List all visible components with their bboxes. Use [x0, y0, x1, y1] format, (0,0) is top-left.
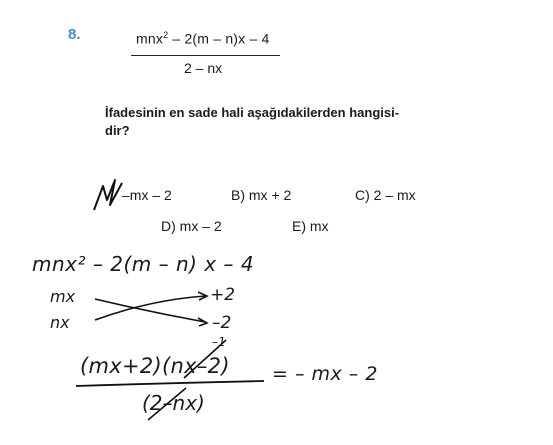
- prompt-line-2: dir?: [105, 123, 130, 138]
- option-b[interactable]: B) mx + 2: [231, 187, 292, 203]
- numerator-pre: mnx: [136, 30, 164, 47]
- handwritten-fraction-bar: [76, 381, 264, 386]
- handwritten-expression: mnx² – 2(m – n) x – 4: [32, 252, 255, 276]
- handwritten-result: = – mx – 2: [272, 363, 378, 385]
- option-e[interactable]: E) mx: [292, 218, 329, 234]
- numerator-exponent: 2: [163, 30, 169, 40]
- expression-denominator: 2 – nx: [184, 60, 223, 76]
- option-a[interactable]: –mx – 2: [122, 187, 172, 203]
- factor-left-top: mx: [50, 287, 76, 306]
- factor-right-top: +2: [210, 285, 236, 305]
- numerator-post: – 2(m – n)x – 4: [168, 30, 270, 47]
- answer-mark-scribble: [94, 180, 122, 210]
- handwritten-numerator: (mx+2)(nx–2): [80, 354, 230, 378]
- handwritten-denominator: (2–nx): [142, 391, 205, 415]
- cancel-note: –1: [212, 335, 226, 349]
- option-d[interactable]: D) mx – 2: [161, 218, 222, 234]
- cross-arrow-down: [95, 299, 205, 322]
- prompt-line-1: İfadesinin en sade hali aşağıdakilerden hangisi-: [105, 105, 400, 120]
- factor-right-bottom: –2: [212, 313, 232, 333]
- question-number: 8.: [68, 26, 81, 43]
- cross-arrow-up: [95, 296, 205, 320]
- option-c[interactable]: C) 2 – mx: [355, 187, 416, 203]
- factor-left-bottom: nx: [50, 313, 70, 332]
